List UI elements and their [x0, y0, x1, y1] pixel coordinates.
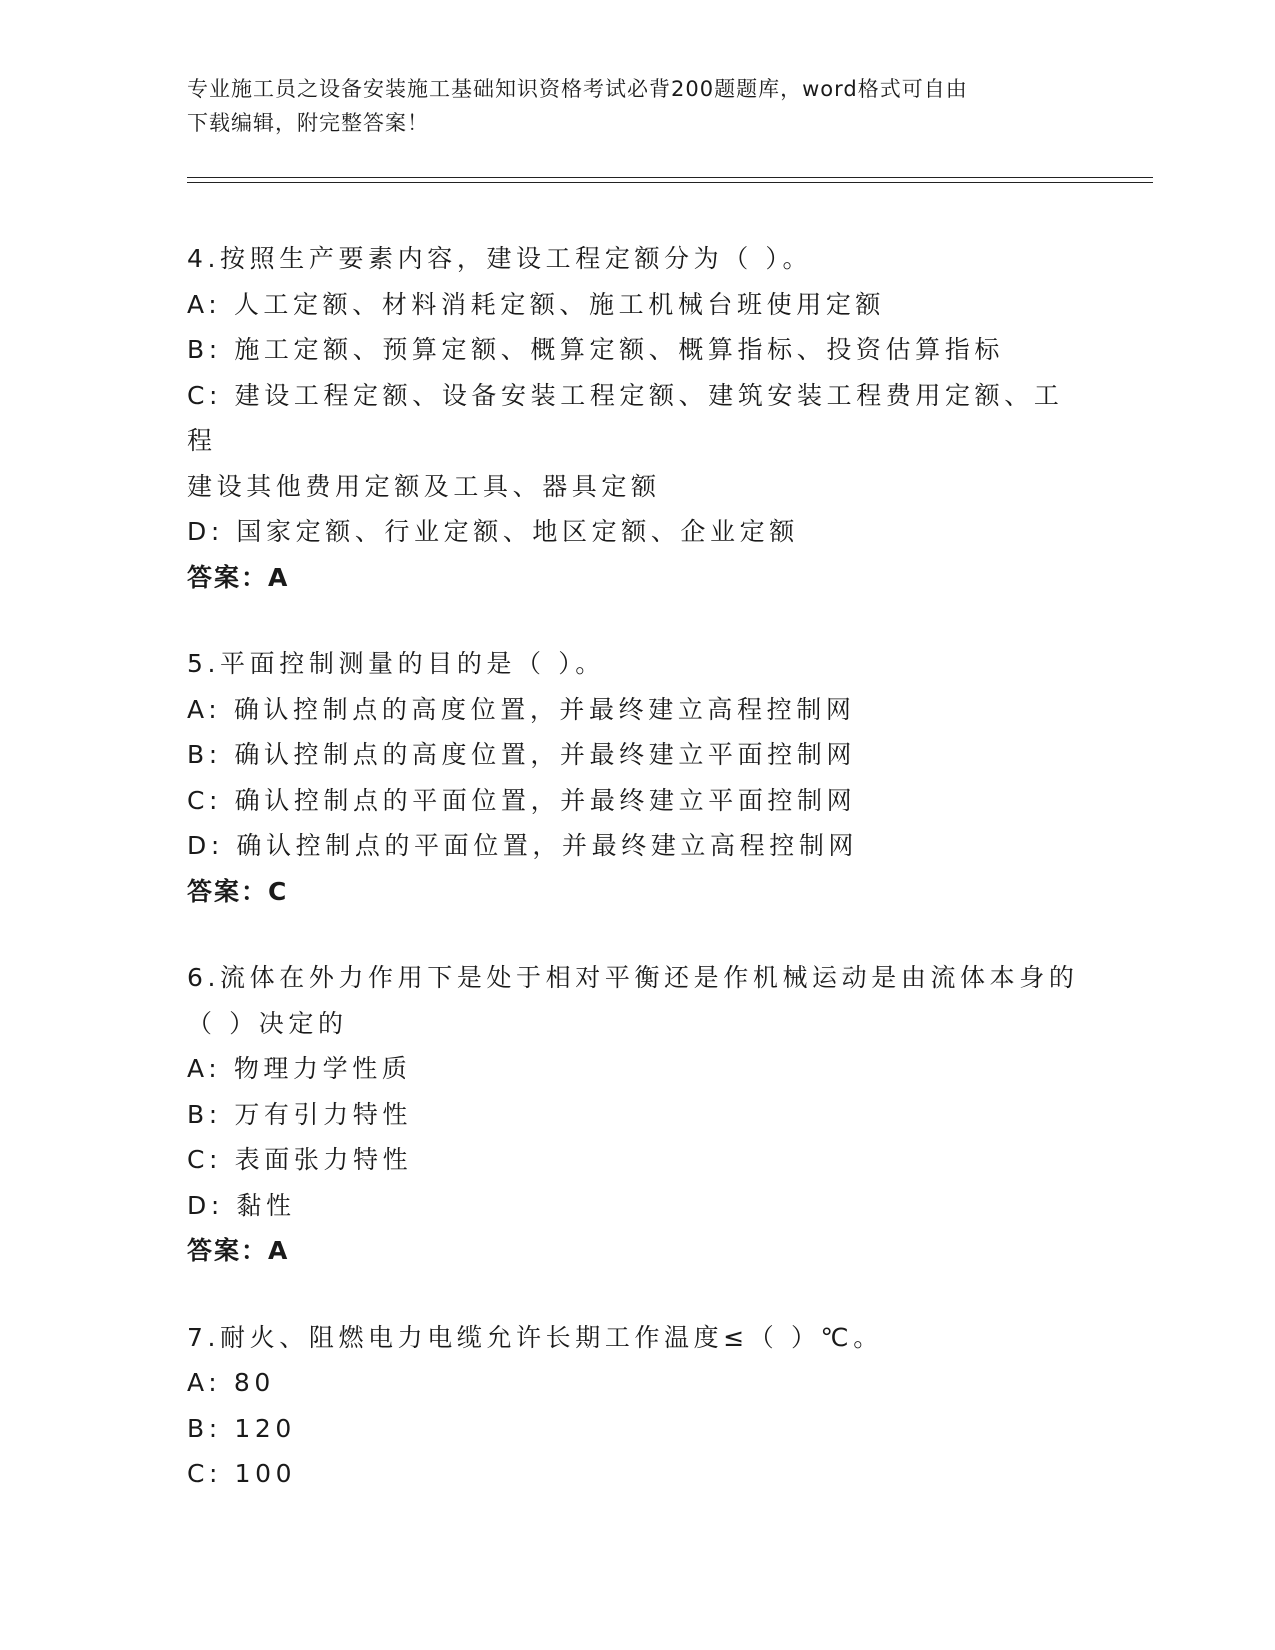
answer-option: B: 施工定额、预算定额、概算定额、概算指标、投资估算指标: [187, 335, 1004, 364]
question-stem: 6.流体在外力作用下是处于相对平衡还是作机械运动是由流体本身的: [187, 963, 1079, 992]
answer-option: C: 100: [187, 1459, 297, 1488]
answer-option: 建设其他费用定额及工具、器具定额: [187, 471, 661, 501]
header-title-line-1: 专业施工员之设备安装施工基础知识资格考试必背200题题库，word格式可自由: [187, 77, 968, 101]
question-block: [187, 1315, 1087, 1497]
header-divider-top: [187, 177, 1153, 178]
answer-option: C: 表面张力特性: [187, 1145, 413, 1174]
header-title-line-2: 下载编辑，附完整答案！: [187, 111, 429, 135]
answer-key: 答案：A: [187, 1236, 290, 1265]
answer-key: 答案：C: [187, 876, 289, 906]
answer-option: C: 建设工程定额、设备安装工程定额、建筑安装工程费用定额、工程: [187, 380, 1064, 455]
question-stem: 7.耐火、阻燃电力电缆允许长期工作温度≤（ ）℃。: [187, 1322, 883, 1352]
question-list: [187, 236, 1087, 1538]
answer-option: D: 确认控制点的平面位置，并最终建立高程控制网: [187, 831, 859, 860]
answer-option: A: 物理力学性质: [187, 1054, 412, 1083]
answer-option: D: 国家定额、行业定额、地区定额、企业定额: [187, 517, 799, 546]
header-divider-bottom: [187, 182, 1153, 183]
answer-option: A: 人工定额、材料消耗定额、施工机械台班使用定额: [187, 289, 886, 319]
question-block: [187, 641, 1087, 914]
answer-option: C: 确认控制点的平面位置，并最终建立平面控制网: [187, 785, 857, 815]
question-block: [187, 955, 1087, 1274]
question-stem: 4.按照生产要素内容，建设工程定额分为（ ）。: [187, 244, 813, 273]
answer-option: B: 确认控制点的高度位置，并最终建立平面控制网: [187, 740, 856, 769]
document-header: [187, 72, 1087, 140]
answer-option: A: 确认控制点的高度位置，并最终建立高程控制网: [187, 694, 856, 724]
answer-option: B: 120: [187, 1413, 296, 1443]
answer-option: B: 万有引力特性: [187, 1099, 412, 1129]
question-stem: 5.平面控制测量的目的是（ ）。: [187, 649, 605, 678]
answer-option: A: 80: [187, 1368, 275, 1397]
question-block: [187, 236, 1087, 600]
answer-option: D: 黏性: [187, 1190, 296, 1220]
question-stem: （ ）决定的: [187, 1008, 348, 1038]
answer-key: 答案：A: [187, 562, 290, 592]
